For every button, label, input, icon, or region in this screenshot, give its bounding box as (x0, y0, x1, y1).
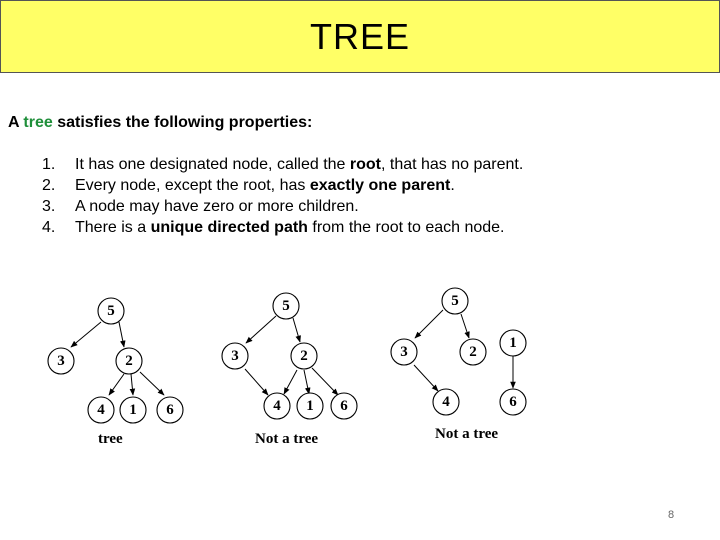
tree-node (157, 397, 183, 423)
property-item (42, 196, 523, 217)
svg-text:5: 5 (451, 293, 459, 309)
tree-node (391, 339, 417, 365)
tree-node (222, 343, 248, 369)
tree-node (331, 393, 357, 419)
tree-node (291, 343, 317, 369)
property-item (42, 154, 523, 175)
svg-text:3: 3 (400, 344, 408, 360)
svg-text:4: 4 (273, 398, 281, 414)
property-bold: unique directed path (150, 219, 308, 236)
svg-text:4: 4 (442, 394, 450, 410)
tree-node (98, 298, 124, 324)
tree-node (120, 397, 146, 423)
diagram-caption: Not a tree (435, 426, 499, 442)
svg-text:1: 1 (306, 398, 314, 414)
tree-node (433, 389, 459, 415)
tree-node (48, 348, 74, 374)
edge-3-4 (414, 365, 438, 391)
tree-node (264, 393, 290, 419)
tree-diagrams (0, 280, 720, 460)
tree-node (273, 293, 299, 319)
tree-node (116, 348, 142, 374)
svg-text:5: 5 (107, 303, 115, 319)
svg-text:2: 2 (125, 353, 133, 369)
property-number: 2. (42, 177, 56, 194)
property-text-end: , that has no parent. (380, 156, 524, 173)
diagram-caption: Not a tree (255, 431, 319, 447)
edge-5-3 (246, 316, 276, 343)
diagram-not-a-tree-2 (391, 288, 526, 442)
edge-2-1 (131, 374, 133, 395)
tree-node (460, 339, 486, 365)
svg-text:5: 5 (282, 298, 290, 314)
property-item (42, 175, 523, 196)
property-text: A node may have zero or more children. (75, 198, 359, 215)
svg-text:4: 4 (97, 402, 105, 418)
svg-text:2: 2 (469, 344, 477, 360)
tree-node (500, 389, 526, 415)
tree-node (88, 397, 114, 423)
intro-prefix: A (8, 114, 24, 131)
page-number: 8 (668, 509, 675, 521)
slide-title: TREE (309, 15, 410, 57)
intro-suffix: satisfies the following properties: (52, 114, 313, 131)
property-bold: root (349, 156, 381, 173)
edge-2-4 (284, 370, 297, 394)
property-text: There is a (75, 219, 151, 236)
property-number: 1. (42, 156, 56, 173)
svg-text:6: 6 (166, 402, 174, 418)
svg-text:6: 6 (340, 398, 348, 414)
edge-5-2 (293, 318, 300, 342)
edge-5-2 (461, 314, 469, 338)
svg-text:1: 1 (509, 335, 517, 351)
property-bold: exactly one parent (309, 177, 451, 194)
property-text-end: from the root to each node. (307, 219, 505, 236)
tree-node (297, 393, 323, 419)
edge-3-4 (245, 369, 268, 395)
property-text: Every node, except the root, has (75, 177, 310, 194)
diagram-tree (48, 298, 183, 447)
edge-2-6 (140, 372, 164, 395)
property-text-end: . (450, 177, 455, 194)
svg-text:6: 6 (509, 394, 517, 410)
edge-2-4 (109, 374, 124, 395)
svg-text:3: 3 (231, 348, 239, 364)
property-number: 4. (42, 219, 56, 236)
diagram-not-a-tree-1 (222, 293, 357, 447)
edge-5-3 (415, 310, 443, 338)
diagram-caption: tree (98, 431, 123, 447)
edge-2-1 (304, 370, 309, 394)
title-bar (0, 0, 720, 73)
intro-highlight-tree: tree (23, 114, 53, 131)
property-text: It has one designated node, called the (75, 156, 350, 173)
tree-node (500, 330, 526, 356)
intro-sentence (8, 114, 312, 132)
properties-list (42, 154, 523, 238)
tree-node (442, 288, 468, 314)
edge-5-2 (119, 322, 124, 347)
svg-text:2: 2 (300, 348, 308, 364)
svg-text:1: 1 (129, 402, 137, 418)
property-item (42, 217, 523, 238)
property-number: 3. (42, 198, 56, 215)
edge-5-3 (71, 322, 101, 347)
svg-text:3: 3 (57, 353, 65, 369)
edge-2-6 (312, 368, 338, 395)
